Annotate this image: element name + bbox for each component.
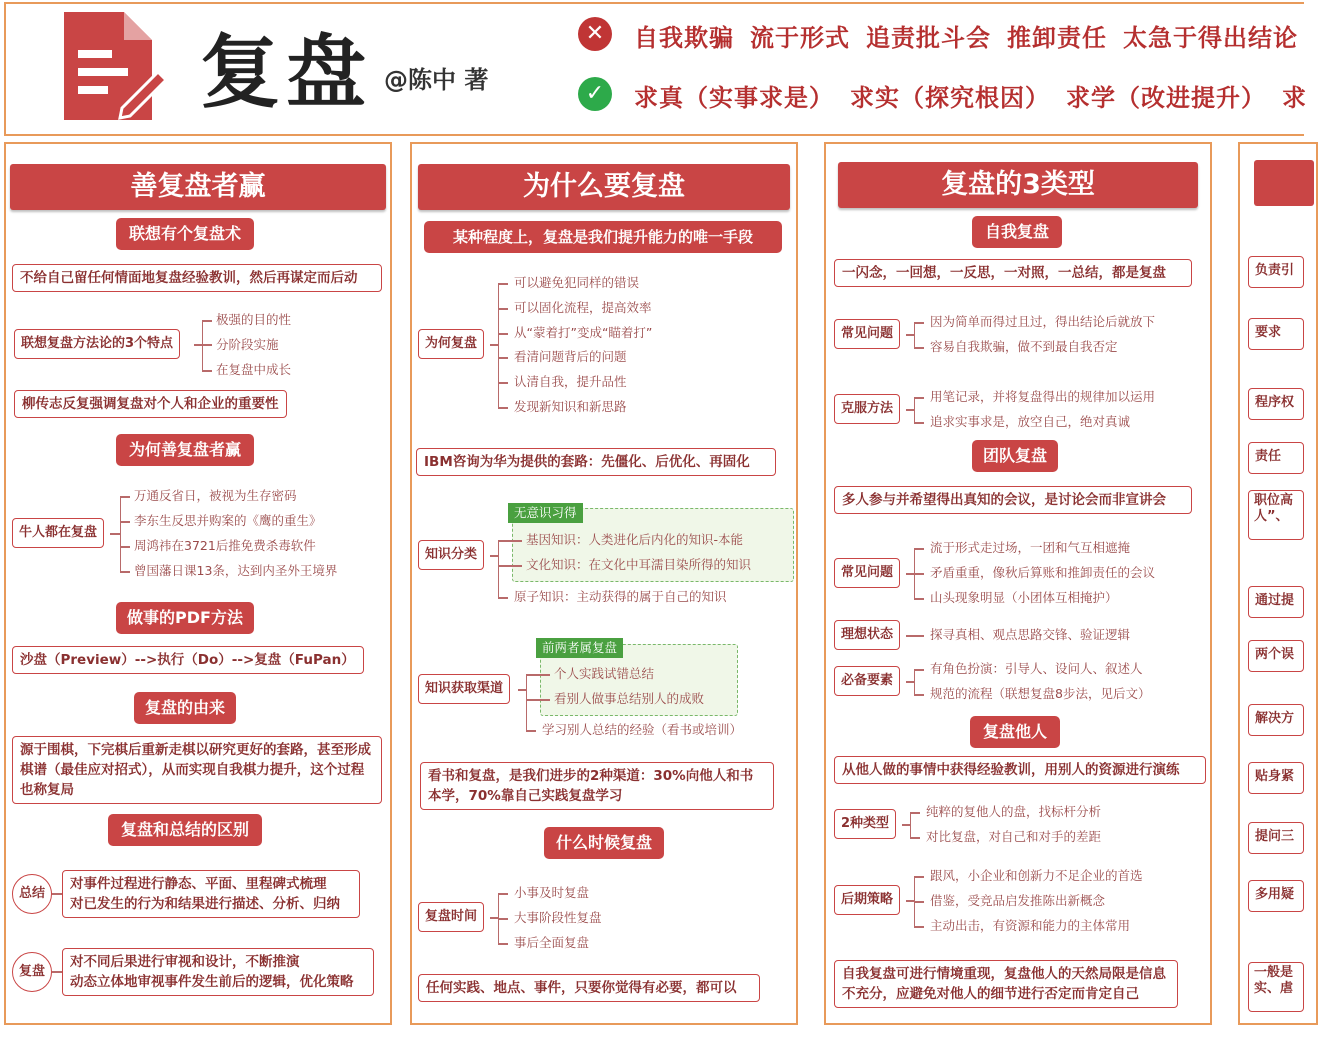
leaf: 曾国藩日课13条，达到内圣外王境界: [134, 563, 338, 578]
col3-banner: 复盘的3类型: [838, 162, 1198, 208]
node-knowledge-class: 知识分类: [418, 540, 484, 570]
node-others-types: 2种类型: [834, 809, 896, 839]
leaf: 规范的流程（联想复盘8步法，见后文）: [930, 686, 1151, 701]
box-anytime: 任何实践、地点、事件，只要你觉得有必要，都可以: [418, 974, 760, 1002]
leaf: 容易自我欺骗，做不到最自我否定: [930, 339, 1118, 354]
box-fupan: 对不同后果进行审视和设计，不断推演 动态立体地审视事件发生前后的逻辑，优化策略: [62, 948, 374, 996]
col4-item: 负责引: [1248, 256, 1304, 288]
col4-item: 要求: [1248, 318, 1304, 350]
box-two-channels: 看书和复盘，是我们进步的2种渠道：30%向他人和书本学，70%靠自己实践复盘学习: [420, 762, 774, 810]
negative-item: 追责批斗会: [866, 24, 991, 52]
leaf: 事后全面复盘: [514, 935, 590, 950]
check-icon: ✓: [578, 77, 612, 111]
col4-item-multi: 职位高 人”、: [1248, 490, 1304, 540]
box-summary: 对事件过程进行静态、平面、里程碑式梳理 对已发生的行为和结果进行描述、分析、归纳: [62, 870, 360, 918]
negative-item: 自我欺骗: [634, 24, 734, 52]
pill-origin: 复盘的由来: [134, 692, 236, 724]
box-liu: 柳传志反复强调复盘对个人和企业的重要性: [14, 390, 287, 418]
leaf: 文化知识：在文化中耳濡目染所得的知识: [526, 557, 752, 572]
node-why-fupan: 为何复盘: [418, 329, 484, 359]
leaf: 万通反省日，被视为生存密码: [134, 488, 297, 503]
leaf: 有角色扮演：引导人、设问人、叙述人: [930, 661, 1143, 676]
tag-unconscious: 无意识习得: [508, 503, 583, 523]
leaf: 分阶段实施: [216, 337, 279, 352]
col4-item: 解决方: [1248, 704, 1304, 736]
box-team: 多人参与并希望得出真知的会议，是讨论会而非宣讲会: [834, 486, 1192, 514]
leaf: 矛盾重重，像秋后算账和推卸责任的会议: [930, 565, 1156, 580]
node-lenovo-3: 联想复盘方法论的3个特点: [14, 329, 180, 359]
leaf: 可以避免犯同样的错误: [514, 275, 640, 290]
leaf: 小事及时复盘: [514, 885, 590, 900]
leaf: 借鉴，受竞品启发推陈出新概念: [930, 893, 1106, 908]
negative-item: 推卸责任: [1007, 24, 1107, 52]
leaf: 用笔记录，并将复盘得出的规律加以运用: [930, 389, 1156, 404]
leaf: 大事阶段性复盘: [514, 910, 602, 925]
positive-item: 求实（探究根因）: [850, 84, 1050, 112]
leaf: 从“蒙着打”变成“瞄着打”: [514, 325, 653, 340]
box-self: 一闪念，一回想，一反思，一对照，一总结，都是复盘: [834, 259, 1192, 287]
pill-others: 复盘他人: [970, 716, 1060, 748]
tag-fupan: 前两者属复盘: [536, 638, 623, 658]
cross-icon: ✕: [578, 17, 612, 51]
leaf: 主动出击，有资源和能力的主体常用: [930, 918, 1131, 933]
node-self-problem: 常见问题: [834, 319, 900, 349]
leaf: 山头现象明显（小团体互相掩护）: [930, 590, 1118, 605]
node-others-strategy: 后期策略: [834, 885, 900, 915]
pill-lenovo: 联想有个复盘术: [116, 218, 254, 250]
box-others: 从他人做的事情中获得经验教训，用别人的资源进行演练: [834, 756, 1206, 784]
pill-diff: 复盘和总结的区别: [108, 814, 262, 846]
leaf: 追求实事求是，放空自己，绝对真诚: [930, 414, 1131, 429]
box-pdf: 沙盘（Preview）-->执行（Do）-->复盘（FuPan）: [12, 646, 364, 674]
pill-why-win: 为何善复盘者赢: [116, 434, 254, 466]
leaf: 周鸿祎在3721后推免费杀毒软件: [134, 538, 316, 553]
box-ibm: IBM咨询为华为提供的套路：先僵化、后优化、再固化: [416, 448, 776, 476]
col4-item: 两个误: [1248, 640, 1304, 672]
leaf: 可以固化流程，提高效率: [514, 300, 652, 315]
pill-when: 什么时候复盘: [544, 827, 664, 859]
leaf: 因为简单而得过且过，得出结论后就放下: [930, 314, 1156, 329]
leaf: 纯粹的复他人的盘，找标杆分析: [926, 804, 1102, 819]
leaf: 原子知识：主动获得的属于自己的知识: [514, 589, 727, 604]
leaf: 看别人做事总结别人的成败: [554, 691, 705, 706]
leaf: 看清问题背后的问题: [514, 349, 627, 364]
col4-item: 通过提: [1248, 586, 1304, 618]
node-self-overcome: 克服方法: [834, 394, 900, 424]
circle-fupan: 复盘: [12, 952, 52, 992]
col4-item: 多用疑: [1248, 880, 1304, 912]
leaf: 个人实践试错总结: [554, 666, 655, 681]
positive-item: 求: [1282, 84, 1307, 112]
col1-banner: 善复盘者赢: [10, 164, 386, 210]
negative-item: 太急于得出结论: [1123, 24, 1298, 52]
positive-item: 求学（改进提升）: [1066, 84, 1266, 112]
leaf: 极强的目的性: [216, 312, 292, 327]
node-team-elements: 必备要素: [834, 666, 900, 696]
node-knowledge-channel: 知识获取渠道: [418, 674, 510, 704]
pill-pdf: 做事的PDF方法: [116, 602, 254, 634]
node-masters: 牛人都在复盘: [12, 518, 104, 548]
pill-self: 自我复盘: [972, 216, 1062, 248]
col4-item: 提问三: [1248, 822, 1304, 854]
page-title: 复盘: [200, 26, 372, 119]
author-label: @陈中 著: [384, 66, 489, 94]
col2-banner: 为什么要复盘: [418, 164, 790, 210]
positives-line: [634, 78, 1323, 113]
pill-only-means: 某种程度上，复盘是我们提升能力的唯一手段: [424, 221, 782, 253]
node-team-problem: 常见问题: [834, 558, 900, 588]
circle-summary: 总结: [12, 874, 52, 914]
leaf: 基因知识：人类进化后内化的知识-本能: [526, 532, 744, 547]
document-pen-icon: [62, 12, 162, 120]
leaf: 李东生反思并购案的《鹰的重生》: [134, 513, 322, 528]
leaf: 认清自我，提升品性: [514, 374, 627, 389]
node-time: 复盘时间: [418, 902, 484, 932]
col4-item: 程序权: [1248, 388, 1304, 420]
box-others-limit: 自我复盘可进行情境重现，复盘他人的天然局限是信息不充分，应避免对他人的细节进行否定而肯定自己: [834, 960, 1178, 1008]
box-origin: 源于围棋，下完棋后重新走棋以研究更好的套路，甚至形成棋谱（最佳应对招式），从而实现自我棋力提升，这个过程也称复局: [12, 736, 382, 804]
leaf: 发现新知识和新思路: [514, 399, 627, 414]
leaf: 在复盘中成长: [216, 362, 292, 377]
leaf: 对比复盘，对自己和对手的差距: [926, 829, 1102, 844]
box-lenovo-desc: 不给自己留任何情面地复盘经验教训，然后再谋定而后动: [12, 264, 382, 292]
leaf: 学习别人总结的经验（看书或培训）: [542, 722, 743, 737]
col4-banner: [1254, 160, 1314, 206]
node-team-ideal: 理想状态: [834, 620, 900, 650]
col4-item-multi: 一般是 实、虐: [1248, 962, 1304, 1012]
col4-item: 责任: [1248, 442, 1304, 474]
leaf: 跟风，小企业和创新力不足企业的首选: [930, 868, 1143, 883]
positive-item: 求真（实事求是）: [634, 84, 834, 112]
negatives-line: [634, 18, 1314, 53]
negative-item: 流于形式: [750, 24, 850, 52]
leaf: 流于形式走过场，一团和气互相遮掩: [930, 540, 1131, 555]
pill-team: 团队复盘: [972, 440, 1058, 472]
col4-item: 贴身紧: [1248, 762, 1304, 794]
leaf: 探寻真相、观点思路交锋、验证逻辑: [930, 627, 1131, 642]
